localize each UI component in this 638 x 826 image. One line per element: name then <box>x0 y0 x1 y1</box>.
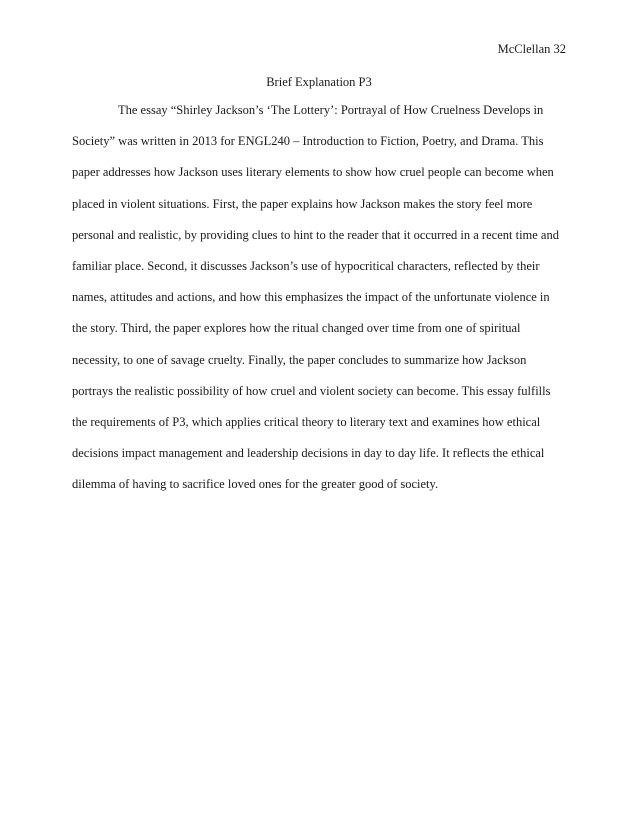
page-title: Brief Explanation P3 <box>266 75 372 89</box>
paragraph-line: familiar place. Second, it discusses Jackson’s use of hypocritical characters, reflected by their <box>72 258 540 273</box>
paragraph-line: decisions impact management and leadership decisions in day to day life. It reflects the ethical <box>72 446 545 461</box>
paragraph-line: names, attitudes and actions, and how this emphasizes the impact of the unfortunate violence in <box>72 290 550 305</box>
paragraph-line: placed in violent situations. First, the paper explains how Jackson makes the story feel more <box>72 196 533 211</box>
paragraph-line: The essay “Shirley Jackson’s ‘The Lottery’: Portrayal of How Cruelness Develops in <box>118 103 544 117</box>
paragraph-line: paper addresses how Jackson uses literary elements to show how cruel people can become when <box>72 165 554 180</box>
paragraph-line: necessity, to one of savage cruelty. Finally, the paper concludes to summarize how Jackson <box>72 352 527 367</box>
paragraph-line: portrays the realistic possibility of how cruel and violent society can become. This essay fulfills <box>72 383 551 398</box>
paragraph-line: dilemma of having to sacrifice loved ones for the greater good of society. <box>72 477 439 492</box>
paragraph-line: the story. Third, the paper explores how the ritual changed over time from one of spiritual <box>72 321 521 336</box>
paragraph-line: personal and realistic, by providing clues to hint to the reader that it occurred in a recent time and <box>72 227 559 242</box>
paragraph-line: the requirements of P3, which applies critical theory to literary text and examines how ethical <box>72 414 541 429</box>
body-paragraph <box>72 102 566 507</box>
paragraph-line: Society” was written in 2013 for ENGL240 – Introduction to Fiction, Poetry, and Drama. This <box>72 134 544 149</box>
running-head: McClellan 32 <box>497 42 566 56</box>
